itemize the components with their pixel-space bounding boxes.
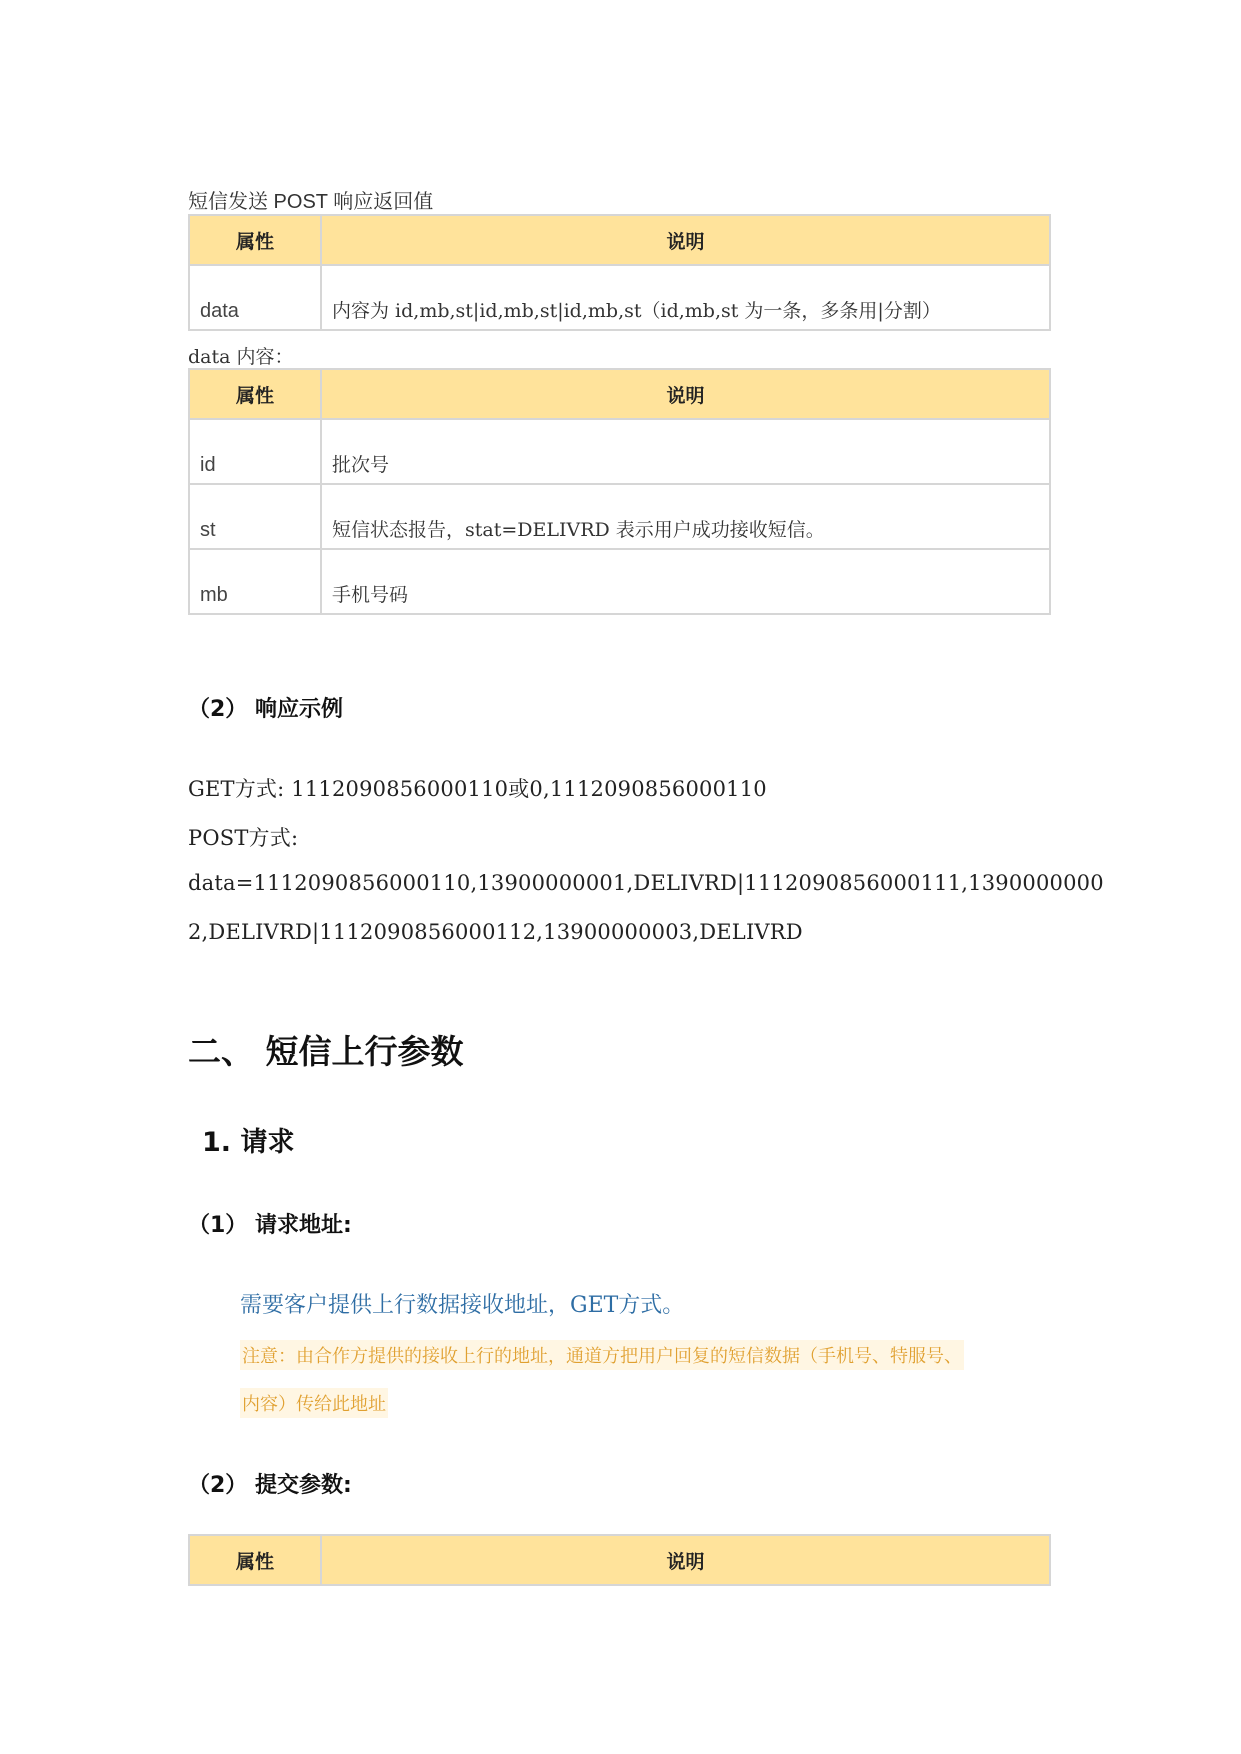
get-example-line: GET方式: 1112090856000110或0,1112090856000110	[188, 777, 767, 801]
table-row	[189, 265, 1050, 330]
column-header-attr: 属性	[189, 369, 321, 419]
cell-attr: st	[189, 484, 321, 549]
table1-caption: 短信发送 POST 响应返回值	[188, 191, 434, 213]
cell-attr: data	[189, 265, 321, 330]
column-header-desc: 说明	[321, 215, 1050, 265]
cell-attr: mb	[189, 549, 321, 614]
column-header-attr: 属性	[189, 1535, 321, 1585]
post-example-line-2: 2,DELIVRD|1112090856000112,13900000003,DELIVRD	[188, 920, 803, 944]
table-row	[189, 419, 1050, 484]
cell-desc: 手机号码	[321, 549, 1050, 614]
cell-desc: 批次号	[321, 419, 1050, 484]
subsection-request: 1. 请求	[202, 1127, 295, 1158]
note-line-1: 注意：由合作方提供的接收上行的地址，通道方把用户回复的短信数据（手机号、特服号、	[240, 1340, 964, 1370]
cell-attr: id	[189, 419, 321, 484]
cell-desc: 短信状态报告，stat=DELIVRD 表示用户成功接收短信。	[321, 484, 1050, 549]
column-header-attr: 属性	[189, 215, 321, 265]
column-header-desc: 说明	[321, 369, 1050, 419]
table2-caption: data 内容：	[188, 346, 294, 368]
table-post-response	[188, 214, 1051, 331]
cell-desc: 内容为 id,mb,st|id,mb,st|id,mb,st（id,mb,st 为一条，多条用|分割）	[321, 265, 1050, 330]
table-data-content	[188, 368, 1051, 615]
table-row	[189, 484, 1050, 549]
post-label: POST方式:	[188, 826, 299, 850]
section-title: 二、 短信上行参数	[188, 1032, 464, 1071]
table-row	[189, 549, 1050, 614]
column-header-desc: 说明	[321, 1535, 1050, 1585]
response-example-heading: （2） 响应示例	[188, 697, 343, 722]
table-submit-params	[188, 1534, 1051, 1586]
note-line-2: 内容）传给此地址	[240, 1388, 388, 1418]
request-address-heading: （1） 请求地址:	[188, 1213, 352, 1238]
customer-url-text: 需要客户提供上行数据接收地址，GET方式。	[240, 1293, 685, 1318]
submit-params-heading: （2） 提交参数:	[188, 1473, 352, 1498]
post-example-line-1: data=1112090856000110,13900000001,DELIVRD|1112090856000111,1390000000	[188, 871, 1104, 895]
